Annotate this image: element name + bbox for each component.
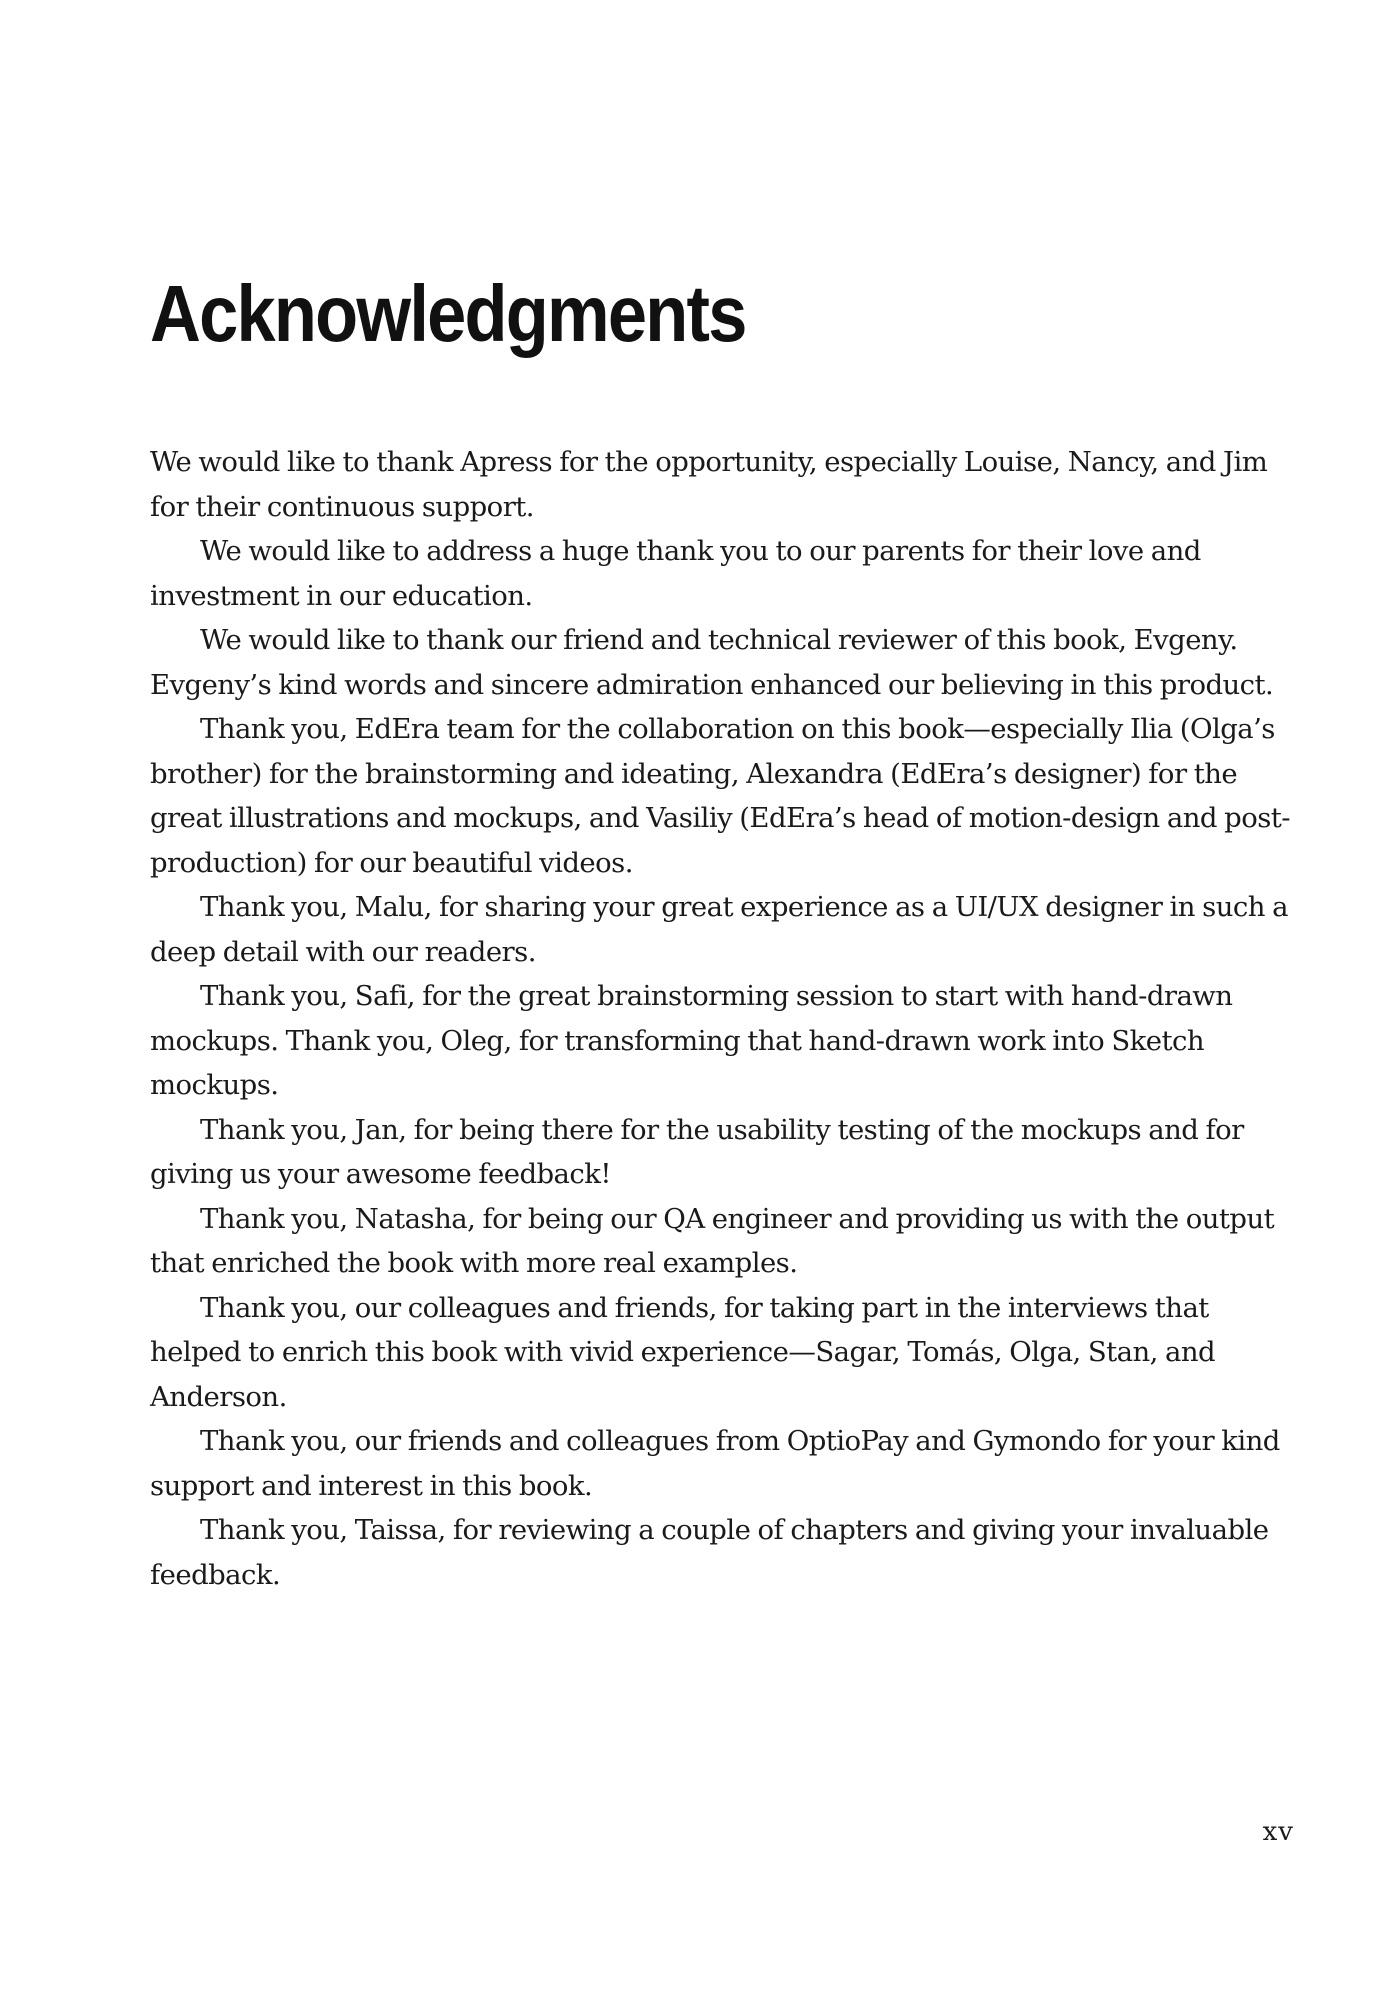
paragraph: We would like to thank our friend and technical reviewer of this book, Evgeny. Evgeny’s kind words and sincere admiration enhanced our believing in this product. xyxy=(150,624,1274,701)
acknowledgments-body xyxy=(150,440,1300,1597)
paragraph: Thank you, Malu, for sharing your great experience as a UI/UX designer in such a deep detail with our readers. xyxy=(150,891,1288,968)
page-title: Acknowledgments xyxy=(150,269,746,358)
page-number: xv xyxy=(1262,1817,1294,1847)
paragraph: We would like to thank Apress for the opportunity, especially Louise, Nancy, and Jim for their continuous support. xyxy=(150,446,1268,523)
paragraph: Thank you, Safi, for the great brainstorming session to start with hand-drawn mockups. Thank you, Oleg, for transforming that hand-drawn work into Sketch mockups. xyxy=(150,980,1233,1101)
paragraph: Thank you, EdEra team for the collaboration on this book—especially Ilia (Olga’s brother) for the brainstorming and ideating, Alexandra (EdEra’s designer) for the great illustrations and mockups, and Vasiliy (EdEra’s head of motion-design and post-production) for our beautiful videos. xyxy=(150,713,1291,879)
paragraph: Thank you, Jan, for being there for the usability testing of the mockups and for giving us your awesome feedback! xyxy=(150,1113,1244,1190)
paragraph: Thank you, our friends and colleagues from OptioPay and Gymondo for your kind support and interest in this book. xyxy=(150,1425,1280,1502)
paragraph: Thank you, Natasha, for being our QA engineer and providing us with the output that enriched the book with more real examples. xyxy=(150,1202,1275,1279)
paragraph: Thank you, Taissa, for reviewing a couple of chapters and giving your invaluable feedback. xyxy=(150,1514,1269,1591)
paragraph: We would like to address a huge thank you to our parents for their love and investment in our education. xyxy=(150,535,1201,612)
paragraph: Thank you, our colleagues and friends, for taking part in the interviews that helped to enrich this book with vivid experience—Sagar, Tomás, Olga, Stan, and Anderson. xyxy=(150,1291,1216,1413)
